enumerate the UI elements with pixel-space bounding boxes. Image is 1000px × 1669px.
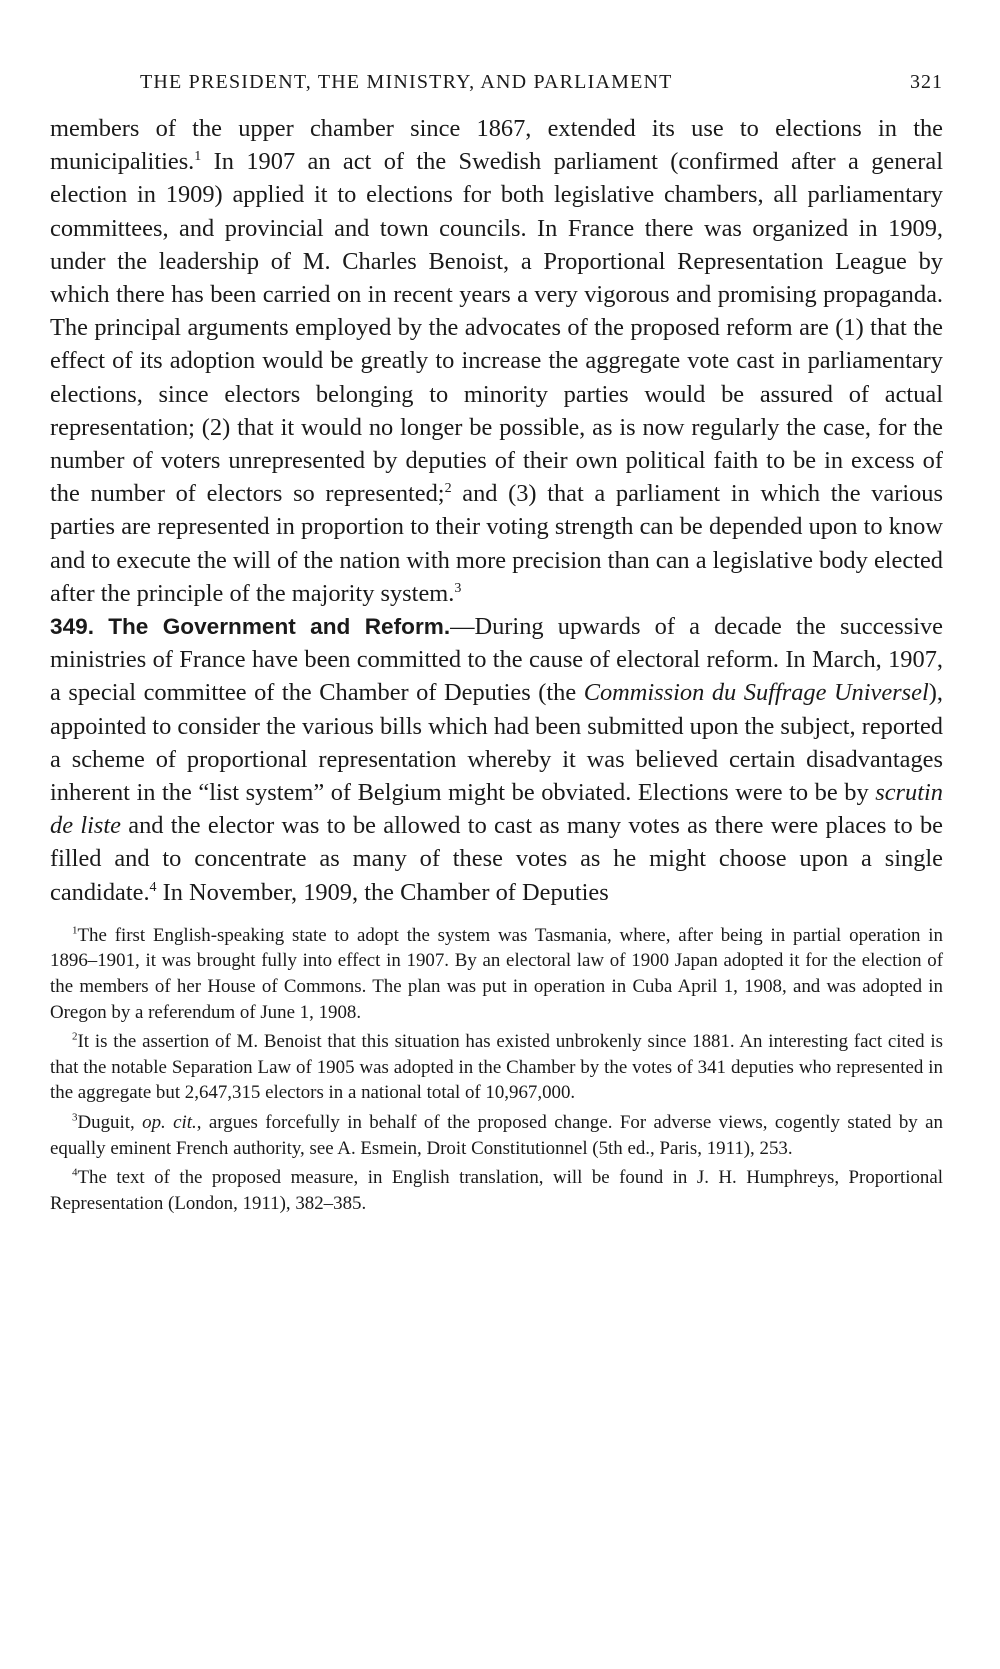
running-head	[140, 70, 943, 94]
footnote-text: Duguit,	[77, 1112, 143, 1134]
text-run: members of the upper chamber since 1867, extended its use to elections in the municipalities.	[50, 115, 943, 176]
body-text	[50, 112, 943, 909]
text-run: In November, 1909, the Chamber of Deputies	[156, 878, 609, 906]
italic-text: scrutin de liste	[50, 779, 943, 840]
book-page	[50, 70, 943, 1220]
footnote-mark: 4	[72, 1166, 78, 1179]
footnote-ref: 3	[454, 580, 462, 596]
page-number: 321	[910, 71, 943, 93]
footnote-ref: 2	[444, 481, 452, 497]
section-title: The Government and Reform.	[108, 614, 451, 640]
footnote-ref: 1	[194, 149, 202, 165]
italic-text: Commission du Suffrage Universel	[583, 679, 929, 707]
footnote	[50, 1110, 943, 1161]
footnote-text: It is the assertion of M. Benoist that this situation has existed unbrokenly since 1881. An interesting fact cited is that the notable Separation Law of 1905 was adopted in the Chamber by the votes of 341 deputies who represented in the aggregate but 2,647,315 electors in a national total of 10,967,000.	[50, 1031, 943, 1104]
footnote-mark: 2	[72, 1030, 78, 1043]
footnote-mark: 1	[72, 924, 78, 937]
footnote-mark: 3	[72, 1111, 78, 1124]
footnote	[50, 1029, 943, 1106]
footnote-text: The first English-speaking state to adopt the system was Tasmania, where, after being in partial operation in 1896–1901, it was brought fully into effect in 1907. By an electoral law of 1900 Japan adopted it for the election of the members of her House of Commons. The plan was put in operation in Cuba April 1, 1908, and was adopted in Oregon by a referendum of June 1, 1908.	[50, 924, 943, 1023]
paragraph	[50, 610, 943, 909]
running-head-title: THE PRESIDENT, THE MINISTRY, AND PARLIAMENT	[140, 71, 673, 93]
text-run: ), appointed to consider the various bills which had been submitted upon the subject, reported a scheme of proportional representation whereby it was believed certain disadvantages inherent in the “list system” of Belgium might be obviated. Elections were to be by	[50, 679, 944, 807]
paragraph	[50, 112, 943, 610]
footnotes	[50, 923, 943, 1217]
italic-text: op. cit.	[142, 1112, 197, 1134]
section-number: 349.	[50, 614, 94, 640]
text-run: —During upwards of a decade the successive ministries of France have been committed to the cause of electoral reform. In March, 1907, a special committee of the Chamber of Deputies (the	[50, 613, 943, 707]
text-run: and (3) that a parliament in which the various parties are represented in proportion to their voting strength can be depended upon to know and to execute the will of the nation with more precision than can a legislative body elected after the principle of the majority system.	[50, 480, 943, 607]
footnote-ref: 4	[149, 879, 157, 895]
text-run: In 1907 an act of the Swedish parliament (confirmed after a general election in 1909) applied it to elections for both legislative chambers, all parliamentary committees, and provincial and town councils. In France there was organized in 1909, under the leadership of M. Charles Benoist, a Proportional Representation League by which there has been carried on in recent years a very vigorous and promising propaganda. The principal arguments employed by the advocates of the proposed reform are (1) that the effect of its adoption would be greatly to increase the aggregate vote cast in parliamentary elections, since electors belonging to minority parties would be assured of actual representation; (2) that it would no longer be possible, as is now regularly the case, for the number of voters unrepresented by deputies of their own political faith to be in excess of the number of electors so represented;	[50, 148, 943, 508]
footnote	[50, 923, 943, 1025]
text-run: and the elector was to be allowed to cast as many votes as there were places to be filled and to concentrate as many of these votes as he might choose upon a single candidate.	[50, 812, 943, 906]
footnote-text: The text of the proposed measure, in English translation, will be found in J. H. Humphreys, Proportional Representation (London, 1911), 382–385.	[50, 1167, 943, 1214]
footnote	[50, 1165, 943, 1216]
footnote-text: , argues forcefully in behalf of the proposed change. For adverse views, cogently stated by an equally eminent French authority, see A. Esmein, Droit Constitutionnel (5th ed., Paris, 1911), 253.	[50, 1112, 943, 1159]
